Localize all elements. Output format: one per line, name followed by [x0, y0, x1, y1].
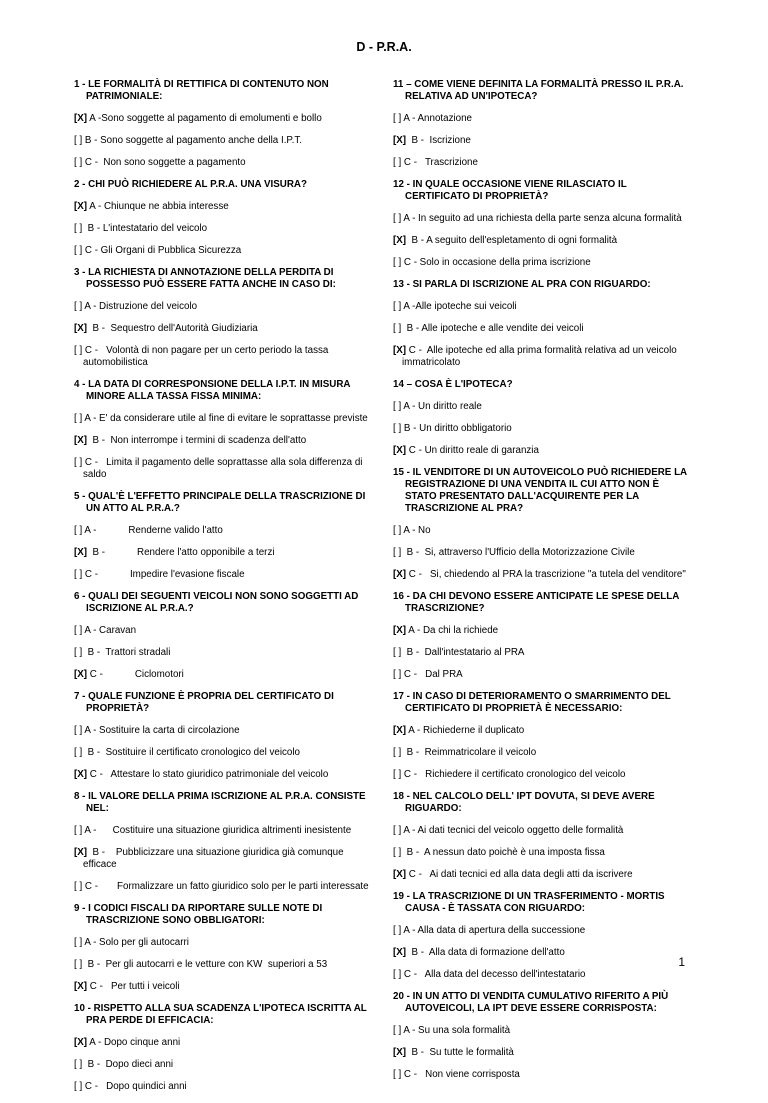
- answer-option: [393, 825, 689, 837]
- unchecked-mark: [ ]: [74, 881, 83, 892]
- checked-mark: [X]: [393, 345, 407, 356]
- answer-option: [74, 547, 370, 559]
- option-text: C -: [82, 569, 98, 580]
- answer-option: [393, 213, 689, 225]
- option-text: C - Si, chiedendo al PRA la trascrizione "a tutela del venditore": [406, 569, 686, 580]
- answer-option: [393, 113, 689, 125]
- unchecked-mark: [ ]: [74, 345, 83, 356]
- unchecked-mark: [ ]: [74, 223, 83, 234]
- option-text: B - Alle ipoteche e alle vendite dei veicoli: [401, 323, 584, 334]
- unchecked-mark: [ ]: [393, 1025, 402, 1036]
- answer-option: [74, 245, 370, 257]
- checked-mark: [X]: [393, 1047, 407, 1058]
- answer-option: [393, 725, 689, 737]
- page-number: 1: [678, 955, 685, 969]
- checked-mark: [X]: [393, 625, 407, 636]
- answer-option: [74, 981, 370, 993]
- option-text: A - No: [401, 525, 431, 536]
- unchecked-mark: [ ]: [393, 669, 402, 680]
- answer-option: [393, 947, 689, 959]
- checked-mark: [X]: [393, 869, 407, 880]
- option-text: A - Dopo cinque anni: [87, 1037, 181, 1048]
- option-text: A - Sostituire la carta di circolazione: [82, 725, 240, 736]
- checked-mark: [X]: [74, 669, 88, 680]
- option-text: A - Chiunque ne abbia interesse: [87, 201, 229, 212]
- option-text: B - Sono soggette al pagamento anche della I.P.T.: [82, 135, 303, 146]
- unchecked-mark: [ ]: [393, 547, 402, 558]
- unchecked-mark: [ ]: [74, 625, 83, 636]
- checked-mark: [X]: [74, 547, 88, 558]
- answer-option: [74, 881, 370, 893]
- answer-option: [74, 1081, 370, 1093]
- answer-option: [393, 257, 689, 269]
- option-text: A - In seguito ad una richiesta della parte senza alcuna formalità: [401, 213, 682, 224]
- option-text: A - Solo per gli autocarri: [82, 937, 189, 948]
- option-text: B - Si, attraverso l'Ufficio della Motorizzazione Civile: [401, 547, 635, 558]
- unchecked-mark: [ ]: [393, 113, 402, 124]
- unchecked-mark: [ ]: [393, 401, 402, 412]
- answer-option: [393, 625, 689, 637]
- unchecked-mark: [ ]: [393, 157, 402, 168]
- unchecked-mark: [ ]: [393, 301, 402, 312]
- answer-option: [74, 435, 370, 447]
- answer-option: [393, 525, 689, 537]
- checked-mark: [X]: [74, 1037, 88, 1048]
- question-text: 16 - DA CHI DEVONO ESSERE ANTICIPATE LE SPESE DELLA TRASCRIZIONE?: [393, 591, 679, 614]
- checked-mark: [X]: [74, 113, 88, 124]
- question-text: 6 - QUALI DEI SEGUENTI VEICOLI NON SONO SOGGETTI AD ISCRIZIONE AL P.R.A.?: [74, 591, 359, 614]
- answer-option: [74, 457, 370, 481]
- option-tab-text: Rendere l'atto opponibile a terzi: [137, 547, 275, 558]
- option-text: C - Non viene corrisposta: [401, 1069, 520, 1080]
- answer-option: [74, 301, 370, 313]
- answer-option: [74, 413, 370, 425]
- answer-option: [393, 445, 689, 457]
- unchecked-mark: [ ]: [74, 569, 83, 580]
- unchecked-mark: [ ]: [393, 1069, 402, 1080]
- unchecked-mark: [ ]: [74, 1081, 83, 1092]
- answer-option: [393, 157, 689, 169]
- unchecked-mark: [ ]: [393, 423, 402, 434]
- answer-option: [393, 969, 689, 981]
- option-tab-text: Ciclomotori: [134, 669, 184, 680]
- checked-mark: [X]: [393, 947, 407, 958]
- option-text: A - E' da considerare utile al fine di evitare le soprattasse previste: [82, 413, 368, 424]
- question-text: 3 - LA RICHIESTA DI ANNOTAZIONE DELLA PERDITA DI POSSESSO PUÒ ESSERE FATTA ANCHE IN CASO DI:: [74, 267, 336, 290]
- page-title: D - P.R.A.: [356, 40, 412, 54]
- option-text: A - Ai dati tecnici del veicolo oggetto delle formalità: [401, 825, 624, 836]
- option-text: B - Pubblicizzare una situazione giuridica già comunque efficace: [83, 847, 347, 870]
- unchecked-mark: [ ]: [393, 213, 402, 224]
- unchecked-mark: [ ]: [74, 725, 83, 736]
- option-tab-text: Renderne valido l'atto: [128, 525, 223, 536]
- answer-option: [393, 401, 689, 413]
- option-text: A - Distruzione del veicolo: [82, 301, 198, 312]
- option-text: B - Non interrompe i termini di scadenza dell'atto: [87, 435, 307, 446]
- answer-option: [74, 135, 370, 147]
- answer-option: [393, 547, 689, 559]
- option-text: C - Formalizzare un fatto giuridico solo per le parti interessate: [82, 881, 369, 892]
- option-text: C -: [87, 669, 103, 680]
- unchecked-mark: [ ]: [74, 157, 83, 168]
- left-column: [74, 79, 370, 1103]
- question-text: 10 - RISPETTO ALLA SUA SCADENZA L'IPOTECA ISCRITTA AL PRA PERDE DI EFFICACIA:: [74, 1003, 367, 1026]
- answer-option: [393, 925, 689, 937]
- answer-option: [393, 345, 689, 369]
- answer-option: [74, 1037, 370, 1049]
- option-text: C - Solo in occasione della prima iscrizione: [401, 257, 591, 268]
- checked-mark: [X]: [393, 445, 407, 456]
- unchecked-mark: [ ]: [74, 747, 83, 758]
- question-text: 8 - IL VALORE DELLA PRIMA ISCRIZIONE AL P.R.A. CONSISTE NEL:: [74, 791, 366, 814]
- option-text: A - Da chi la richiede: [406, 625, 499, 636]
- unchecked-mark: [ ]: [393, 323, 402, 334]
- option-text: C - Alla data del decesso dell'intestatario: [401, 969, 586, 980]
- question-text: 20 - IN UN ATTO DI VENDITA CUMULATIVO RIFERITO A PIÙ AUTOVEICOLI, LA IPT DEVE ESSERE CORRISPOSTA:: [393, 991, 669, 1014]
- answer-option: [74, 113, 370, 125]
- answer-option: [74, 323, 370, 335]
- option-text: B - Per gli autocarri e le vetture con KW superiori a 53: [82, 959, 328, 970]
- option-text: C - Attestare lo stato giuridico patrimoniale del veicolo: [87, 769, 329, 780]
- answer-option: [393, 1069, 689, 1081]
- question-text: 14 – COSA È L'IPOTECA?: [393, 379, 513, 390]
- unchecked-mark: [ ]: [393, 525, 402, 536]
- option-text: A -Alle ipoteche sui veicoli: [401, 301, 517, 312]
- checked-mark: [X]: [393, 569, 407, 580]
- question-text: 15 - IL VENDITORE DI UN AUTOVEICOLO PUÒ RICHIEDERE LA REGISTRAZIONE DI UNA VENDITA IL CUI ATTO NON È STATO PRESENTATO DALL'ACQUIRENTE PER LA TRASCRIZIONE AL PRA?: [393, 467, 687, 514]
- option-text: C - Gli Organi di Pubblica Sicurezza: [82, 245, 242, 256]
- option-text: B - Alla data di formazione dell'atto: [406, 947, 565, 958]
- option-text: B - Reimmatricolare il veicolo: [401, 747, 537, 758]
- option-text: B - Sostituire il certificato cronologico del veicolo: [82, 747, 300, 758]
- option-text: B - Sequestro dell'Autorità Giudiziaria: [87, 323, 258, 334]
- option-text: A - Caravan: [82, 625, 137, 636]
- checked-mark: [X]: [74, 847, 88, 858]
- option-text: C - Per tutti i veicoli: [87, 981, 180, 992]
- unchecked-mark: [ ]: [74, 825, 83, 836]
- unchecked-mark: [ ]: [74, 647, 83, 658]
- answer-option: [74, 569, 370, 581]
- answer-option: [393, 235, 689, 247]
- unchecked-mark: [ ]: [74, 301, 83, 312]
- question-text: 4 - LA DATA DI CORRESPONSIONE DELLA I.P.T. IN MISURA MINORE ALLA TASSA FISSA MINIMA:: [74, 379, 351, 402]
- question-text: 9 - I CODICI FISCALI DA RIPORTARE SULLE NOTE DI TRASCRIZIONE SONO OBBLIGATORI:: [74, 903, 323, 926]
- unchecked-mark: [ ]: [393, 647, 402, 658]
- answer-option: [74, 223, 370, 235]
- option-text: C - Ai dati tecnici ed alla data degli atti da iscrivere: [406, 869, 633, 880]
- option-text: C - Volontà di non pagare per un certo periodo la tassa automobilistica: [82, 345, 332, 368]
- option-text: B - Un diritto obbligatorio: [401, 423, 512, 434]
- checked-mark: [X]: [74, 981, 88, 992]
- option-text: A - Richiederne il duplicato: [406, 725, 525, 736]
- option-text: A - Su una sola formalità: [401, 1025, 511, 1036]
- option-text: B - Dall'intestatario al PRA: [401, 647, 525, 658]
- unchecked-mark: [ ]: [393, 747, 402, 758]
- unchecked-mark: [ ]: [393, 257, 402, 268]
- unchecked-mark: [ ]: [393, 825, 402, 836]
- option-text: A -: [82, 525, 97, 536]
- checked-mark: [X]: [393, 235, 407, 246]
- answer-option: [74, 669, 370, 681]
- checked-mark: [X]: [393, 725, 407, 736]
- option-text: C - Non sono soggette a pagamento: [82, 157, 246, 168]
- right-column: [393, 79, 689, 1091]
- unchecked-mark: [ ]: [74, 457, 83, 468]
- option-text: A - Alla data di apertura della successione: [401, 925, 586, 936]
- option-text: C - Limita il pagamento delle soprattasse alla sola differenza di saldo: [82, 457, 366, 480]
- answer-option: [74, 1059, 370, 1071]
- answer-option: [393, 1047, 689, 1059]
- option-text: C - Trascrizione: [401, 157, 478, 168]
- answer-option: [393, 647, 689, 659]
- option-text: C - Dopo quindici anni: [82, 1081, 187, 1092]
- checked-mark: [X]: [74, 201, 88, 212]
- option-text: C - Alle ipoteche ed alla prima formalità relativa ad un veicolo immatricolato: [402, 345, 680, 368]
- answer-option: [74, 625, 370, 637]
- checked-mark: [X]: [74, 769, 88, 780]
- unchecked-mark: [ ]: [74, 135, 83, 146]
- answer-option: [74, 647, 370, 659]
- answer-option: [393, 769, 689, 781]
- answer-option: [74, 201, 370, 213]
- option-text: B -: [87, 547, 106, 558]
- answer-option: [393, 323, 689, 335]
- answer-option: [74, 825, 370, 837]
- option-text: B - L'intestatario del veicolo: [82, 223, 208, 234]
- checked-mark: [X]: [74, 323, 88, 334]
- question-text: 5 - QUAL'È L'EFFETTO PRINCIPALE DELLA TRASCRIZIONE DI UN ATTO AL P.R.A.?: [74, 491, 366, 514]
- option-text: A - Annotazione: [401, 113, 472, 124]
- option-text: B - A nessun dato poichè è una imposta fissa: [401, 847, 605, 858]
- answer-option: [393, 301, 689, 313]
- answer-option: [74, 157, 370, 169]
- option-text: B - Su tutte le formalità: [406, 1047, 514, 1058]
- question-text: 18 - NEL CALCOLO DELL' IPT DOVUTA, SI DEVE AVERE RIGUARDO:: [393, 791, 655, 814]
- unchecked-mark: [ ]: [74, 937, 83, 948]
- answer-option: [393, 847, 689, 859]
- option-text: C - Dal PRA: [401, 669, 463, 680]
- answer-option: [74, 525, 370, 537]
- unchecked-mark: [ ]: [393, 847, 402, 858]
- answer-option: [393, 669, 689, 681]
- question-text: 1 - LE FORMALITÀ DI RETTIFICA DI CONTENUTO NON PATRIMONIALE:: [74, 79, 329, 102]
- unchecked-mark: [ ]: [393, 925, 402, 936]
- question-text: 17 - IN CASO DI DETERIORAMENTO O SMARRIMENTO DEL CERTIFICATO DI PROPRIETÀ È NECESSARIO:: [393, 691, 671, 714]
- unchecked-mark: [ ]: [393, 769, 402, 780]
- option-text: C - Un diritto reale di garanzia: [406, 445, 539, 456]
- question-text: 12 - IN QUALE OCCASIONE VIENE RILASCIATO IL CERTIFICATO DI PROPRIETÀ?: [393, 179, 627, 202]
- answer-option: [393, 869, 689, 881]
- unchecked-mark: [ ]: [74, 413, 83, 424]
- answer-option: [393, 747, 689, 759]
- unchecked-mark: [ ]: [74, 245, 83, 256]
- answer-option: [393, 569, 689, 581]
- option-text: B - A seguito dell'espletamento di ogni formalità: [406, 235, 618, 246]
- checked-mark: [X]: [393, 135, 407, 146]
- question-text: 11 – COME VIENE DEFINITA LA FORMALITÀ PRESSO IL P.R.A. RELATIVA AD UN'IPOTECA?: [393, 79, 684, 102]
- option-text: C - Richiedere il certificato cronologico del veicolo: [401, 769, 626, 780]
- answer-option: [74, 959, 370, 971]
- answer-option: [74, 345, 370, 369]
- question-text: 2 - CHI PUÒ RICHIEDERE AL P.R.A. UNA VISURA?: [74, 179, 307, 190]
- unchecked-mark: [ ]: [74, 525, 83, 536]
- answer-option: [74, 937, 370, 949]
- option-text: A - Un diritto reale: [401, 401, 482, 412]
- answer-option: [393, 1025, 689, 1037]
- option-text: A - Costituire una situazione giuridica altrimenti inesistente: [82, 825, 352, 836]
- unchecked-mark: [ ]: [393, 969, 402, 980]
- option-tab-text: Impedire l'evasione fiscale: [129, 569, 245, 580]
- answer-option: [393, 423, 689, 435]
- unchecked-mark: [ ]: [74, 1059, 83, 1070]
- answer-option: [74, 769, 370, 781]
- question-text: 19 - LA TRASCRIZIONE DI UN TRASFERIMENTO - MORTIS CAUSA - È TASSATA CON RIGUARDO:: [393, 891, 665, 914]
- unchecked-mark: [ ]: [74, 959, 83, 970]
- option-text: B - Iscrizione: [406, 135, 471, 146]
- option-text: B - Dopo dieci anni: [82, 1059, 174, 1070]
- question-text: 13 - SI PARLA DI ISCRIZIONE AL PRA CON RIGUARDO:: [393, 279, 651, 290]
- question-text: 7 - QUALE FUNZIONE È PROPRIA DEL CERTIFICATO DI PROPRIETÀ?: [74, 691, 334, 714]
- answer-option: [74, 725, 370, 737]
- checked-mark: [X]: [74, 435, 88, 446]
- option-text: B - Trattori stradali: [82, 647, 171, 658]
- answer-option: [393, 135, 689, 147]
- option-text: A -Sono soggette al pagamento di emolumenti e bollo: [87, 113, 322, 124]
- answer-option: [74, 747, 370, 759]
- answer-option: [74, 847, 370, 871]
